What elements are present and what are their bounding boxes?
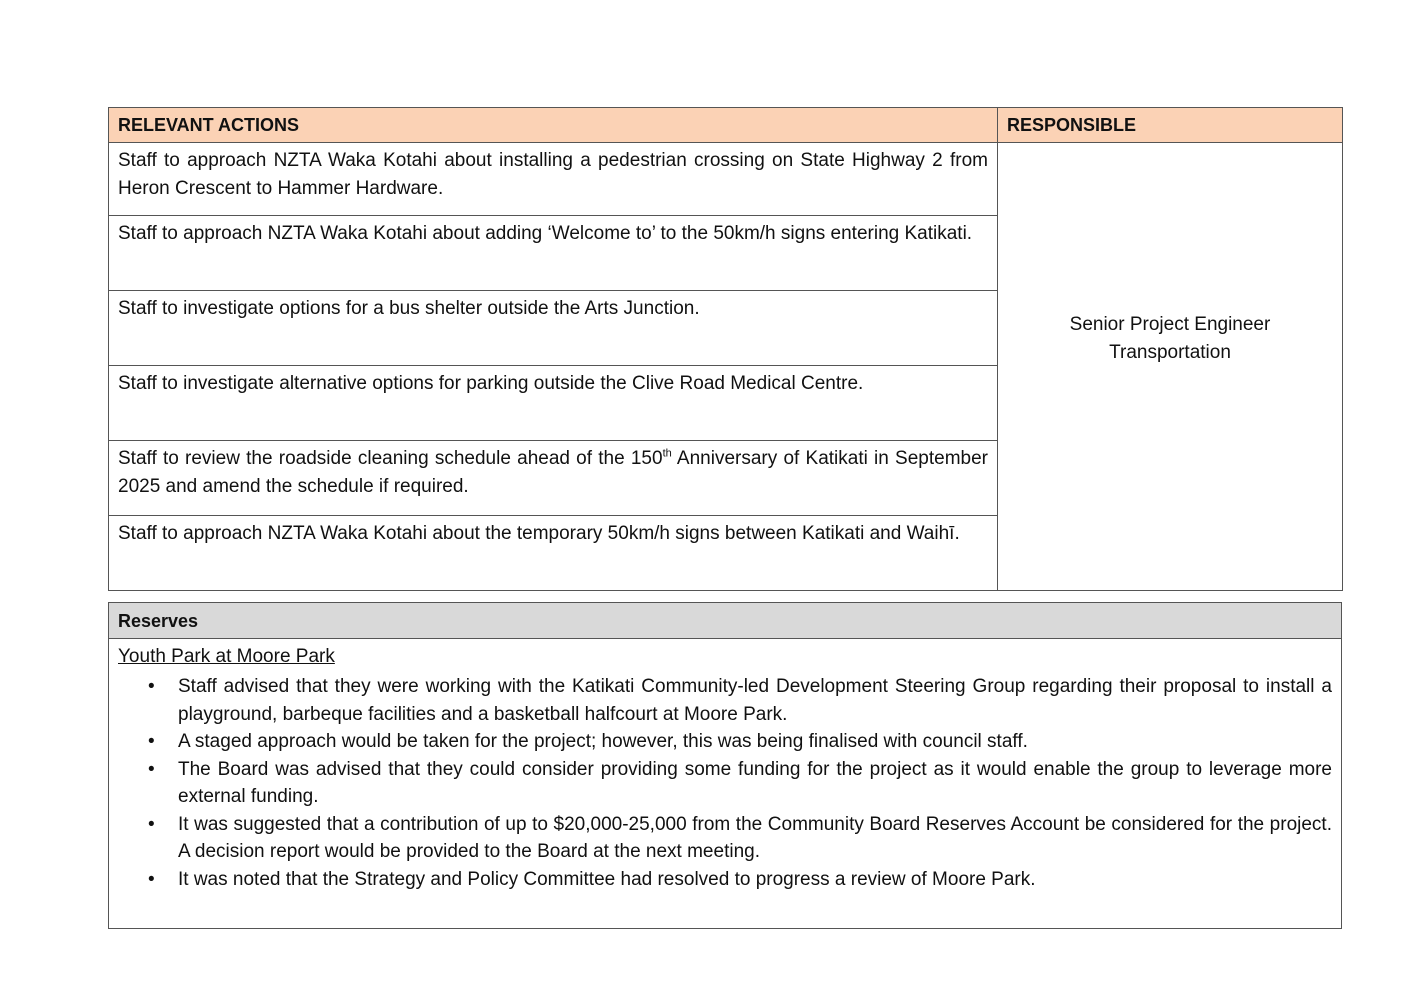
relevant-actions-table	[108, 107, 1343, 591]
list-item	[118, 866, 1332, 894]
ordinal-suffix: th	[662, 447, 672, 460]
table-row	[109, 143, 1343, 216]
action-cell	[109, 441, 998, 516]
action-cell: Staff to approach NZTA Waka Kotahi about the temporary 50km/h signs between Katikati and Waihī.	[109, 516, 998, 591]
action-cell: Staff to approach NZTA Waka Kotahi about adding ‘Welcome to’ to the 50km/h signs entering Katikati.	[109, 216, 998, 291]
list-item-text: It was noted that the Strategy and Policy Committee had resolved to progress a review of Moore Park.	[178, 868, 1036, 890]
reserves-header: Reserves	[109, 603, 1341, 639]
header-responsible: RESPONSIBLE	[998, 108, 1343, 143]
action-text-part: Anniversary of Katikati in September 2025 and amend the schedule if required.	[118, 448, 988, 497]
reserves-bullet-list	[118, 673, 1332, 893]
action-cell: Staff to approach NZTA Waka Kotahi about installing a pedestrian crossing on State Highway 2 from Heron Crescent to Hammer Hardware.	[109, 143, 998, 216]
action-text-part: Staff to review the roadside cleaning schedule ahead of the 150	[118, 448, 663, 469]
reserves-body	[109, 639, 1341, 893]
bullet-icon: •	[148, 731, 155, 752]
bullet-icon: •	[148, 868, 155, 890]
list-item-text: A staged approach would be taken for the project; however, this was being finalised with council staff.	[178, 731, 1028, 752]
header-relevant-actions: RELEVANT ACTIONS	[109, 108, 998, 143]
table-header-row	[109, 108, 1343, 143]
responsible-team: Transportation	[1109, 341, 1231, 363]
list-item-text: The Board was advised that they could consider providing some funding for the project as it would enable the group to leverage more external funding.	[178, 758, 1332, 807]
responsible-role: Senior Project Engineer	[1069, 313, 1271, 335]
list-item	[118, 673, 1332, 728]
reserves-section	[108, 602, 1342, 929]
action-cell: Staff to investigate alternative options for parking outside the Clive Road Medical Centre.	[109, 366, 998, 441]
responsible-cell	[998, 143, 1343, 591]
reserves-subheading: Youth Park at Moore Park	[118, 646, 335, 667]
list-item	[118, 728, 1332, 756]
bullet-icon: •	[148, 758, 155, 780]
list-item	[118, 811, 1332, 866]
action-cell: Staff to investigate options for a bus shelter outside the Arts Junction.	[109, 291, 998, 366]
list-item	[118, 756, 1332, 811]
list-item-text: Staff advised that they were working with the Katikati Community-led Development Steering Group regarding their proposal to install a playground, barbeque facilities and a basketball halfcourt at Moore Park.	[178, 676, 1332, 725]
bullet-icon: •	[148, 813, 155, 835]
bullet-icon: •	[148, 676, 155, 697]
list-item-text: It was suggested that a contribution of up to $20,000-25,000 from the Community Board Reserves Account be considered for the project. A decision report would be provided to the Board at the next meeting.	[178, 813, 1332, 862]
